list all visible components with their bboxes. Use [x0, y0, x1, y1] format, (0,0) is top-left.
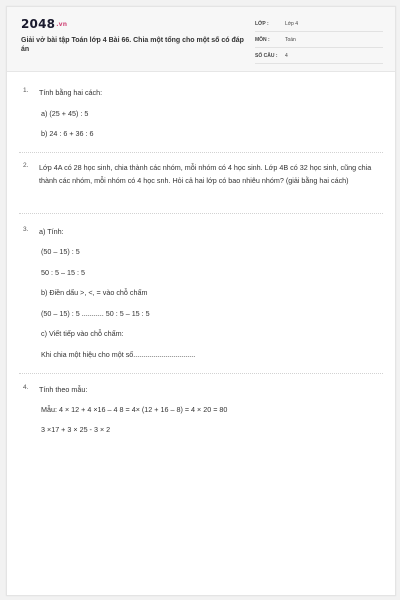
- logo-suffix: .vn: [56, 21, 68, 28]
- page-title: Giải vở bài tập Toán lớp 4 Bài 66. Chia một tổng cho một số có đáp án: [21, 37, 244, 53]
- meta-value-subject: Toán: [285, 37, 296, 43]
- question-number: 2.: [23, 162, 29, 169]
- question-number: 4.: [23, 384, 29, 391]
- question-3-line: 50 : 5 – 15 : 5: [41, 268, 85, 277]
- question-divider: [19, 152, 383, 153]
- meta-row-grade: [255, 19, 383, 32]
- question-4-line: 3 ×17 + 3 × 25 - 3 × 2: [41, 425, 111, 434]
- worksheet-header: [7, 7, 395, 72]
- meta-label-question-count: SỐ CÂU :: [255, 53, 278, 59]
- meta-row-subject: [255, 35, 383, 48]
- question-text: Tính theo mẫu:: [39, 385, 88, 394]
- question-text: Tính bằng hai cách:: [39, 88, 103, 97]
- question-text: Lớp 4A có 28 học sinh, chia thành các nhóm, mỗi nhóm có 4 học sinh. Lớp 4B có 32 học sinh, cũng chia thành các nhóm, mỗi nhóm có 4 học snh. Hỏi cả hai lớp có bao nhiêu nhóm? (giải bằng hai cách): [39, 163, 372, 185]
- question-1-line-a: a) (25 + 45) : 5: [41, 109, 89, 118]
- question-3-line: Khi chia một hiệu cho một số...............................: [41, 350, 196, 359]
- question-1-line-b: b) 24 : 6 + 36 : 6: [41, 129, 94, 138]
- question-divider: [19, 373, 383, 374]
- question-number: 3.: [23, 226, 29, 233]
- worksheet-page: [6, 6, 396, 596]
- question-3-line: (50 – 15) : 5 ........... 50 : 5 – 15 : 5: [41, 309, 150, 318]
- meta-value-grade: Lớp 4: [285, 21, 299, 27]
- meta-label-subject: MÔN :: [255, 37, 270, 43]
- question-text: a) Tính:: [39, 227, 64, 236]
- logo-text: 2048: [21, 17, 56, 31]
- question-3-line: b) Điền dấu >, <, = vào chỗ chấm: [41, 288, 148, 297]
- question-number: 1.: [23, 87, 29, 94]
- question-3-line: (50 – 15) : 5: [41, 247, 80, 256]
- meta-value-question-count: 4: [285, 53, 288, 59]
- question-divider: [19, 213, 383, 214]
- meta-row-question-count: [255, 51, 383, 64]
- meta-label-grade: LỚP :: [255, 21, 269, 27]
- question-4-example: Mẫu: 4 × 12 + 4 ×16 – 4 8 = 4× (12 + 16 – 8) = 4 × 20 = 80: [41, 405, 228, 414]
- question-3-line: c) Viết tiếp vào chỗ chấm:: [41, 329, 124, 338]
- site-logo[interactable]: [21, 17, 67, 31]
